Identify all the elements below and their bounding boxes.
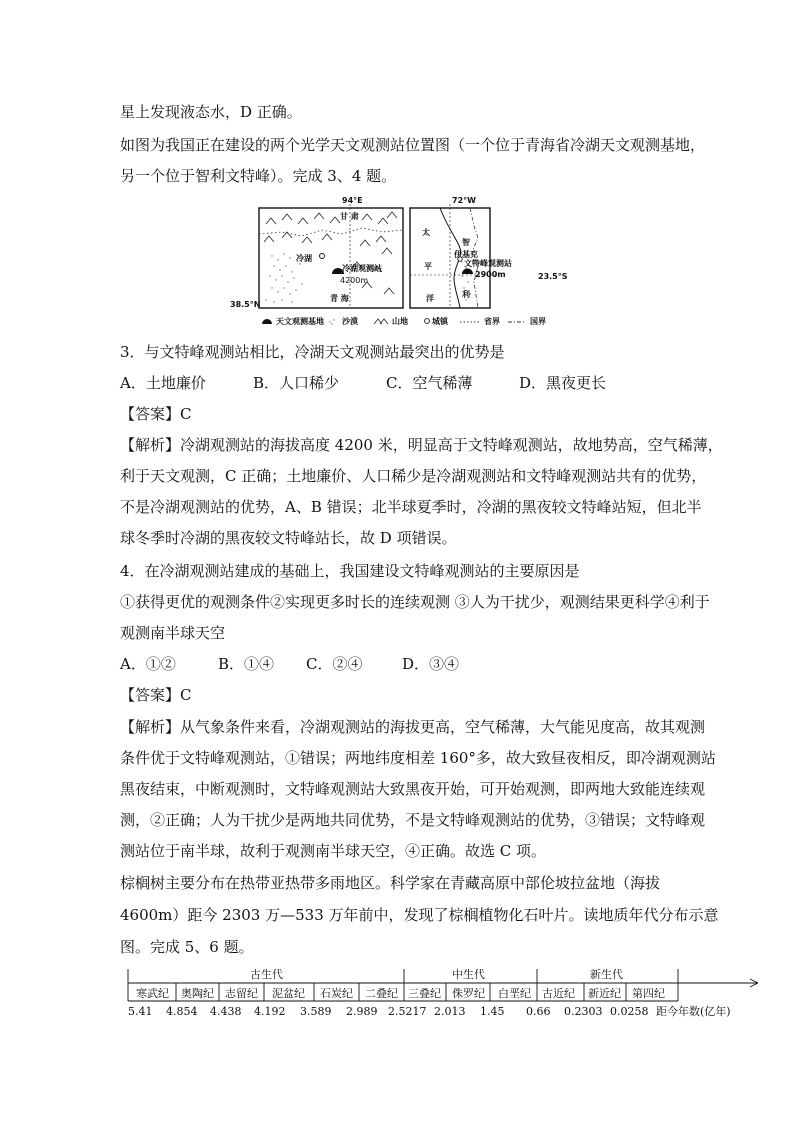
tick-3-589: 3.589 — [300, 1005, 332, 1018]
paragraph-5-line-3: 图。完成 5、6 题。 — [120, 938, 254, 956]
period-permian: 二叠纪 — [365, 987, 398, 1000]
answer-3: 【答案】C — [120, 405, 192, 423]
timeline-unit-label: 距今年数(亿年) — [656, 1005, 731, 1018]
map-label-qinghai: 青 海 — [330, 294, 349, 303]
map-graphics — [222, 196, 574, 330]
period-carboniferous: 石炭纪 — [320, 987, 353, 1000]
period-quaternary: 第四纪 — [632, 987, 665, 1000]
q4-option-c: C．②④ — [306, 655, 363, 673]
explanation-4-line-3: 黑夜结束，中断观测时，文特峰观测站大致黑夜开始，可开始观测，即两地大致能连续观 — [120, 780, 706, 798]
question-3: 3．与文特峰观测站相比，冷湖天文观测站最突出的优势是 — [120, 343, 505, 361]
explanation-3-line-3: 不是冷湖观测站的优势，A、B 错误；北半球夏季时，冷湖的黑夜较文特峰站短，但北半 — [120, 498, 702, 516]
tick-5-41: 5.41 — [128, 1005, 153, 1018]
question-3-options — [120, 373, 606, 393]
geologic-timeline — [118, 965, 758, 1025]
map-label-gansu: 甘 肃 — [340, 212, 359, 221]
text-line-1: 星上发现液态水，D 正确。 — [120, 103, 302, 121]
text-line-2: 如图为我国正在建设的两个光学天文观测站位置图（一个位于青海省冷湖天文观测基地， — [120, 136, 706, 154]
explanation-4-line-5: 测站位于南半球，故利于观测南半球天空，④正确。故选 C 项。 — [120, 842, 547, 860]
explanation-3-line-4: 球冬季时冷湖的黑夜较文特峰站长，故 D 项错误。 — [120, 529, 457, 547]
legend-town: 城镇 — [432, 317, 448, 326]
q4-option-a: A．①② — [120, 655, 176, 673]
map-label-elev-2900: 2900m — [475, 270, 506, 279]
explanation-3-line-2: 利于天文观测，C 正确；土地廉价、人口稀少是冷湖观测站和文特峰观测站共有的优势， — [120, 467, 707, 485]
legend-desert: 沙漠 — [342, 317, 358, 326]
period-triassic: 三叠纪 — [408, 987, 441, 1000]
map-figure — [222, 196, 574, 330]
q4-option-d: D．③④ — [402, 655, 460, 673]
era-mesozoic: 中生代 — [452, 968, 485, 981]
question-4-options — [120, 654, 459, 674]
map-lon-72w: 72°W — [452, 196, 476, 205]
period-cretaceous: 白垩纪 — [498, 987, 531, 1000]
legend-observatory: 天文观测基地 — [276, 317, 324, 326]
period-devonian: 泥盆纪 — [272, 987, 305, 1000]
answer-4: 【答案】C — [120, 686, 192, 704]
tick-1-45: 1.45 — [480, 1005, 505, 1018]
period-neogene: 新近纪 — [588, 987, 621, 1000]
map-lat-38n: 38.5°N — [230, 300, 261, 309]
explanation-4-line-4: 测，②正确；人为干扰少是两地共同优势，不是文特峰观测站的优势，③错误；文特峰观 — [120, 811, 706, 829]
tick-0-0258: 0.0258 — [610, 1005, 649, 1018]
map-label-li: 利 — [462, 290, 470, 299]
map-label-tai: 太 — [422, 228, 430, 237]
question-4: 4．在冷湖观测站建成的基础上，我国建设文特峰观测站的主要原因是 — [120, 562, 580, 580]
explanation-4-line-1: 【解析】从气象条件来看，冷湖观测站的海拔更高，空气稀薄，大气能见度高，故其观测 — [120, 718, 706, 736]
tick-0-66: 0.66 — [526, 1005, 551, 1018]
tick-2-013: 2.013 — [434, 1005, 466, 1018]
tick-2-989: 2.989 — [346, 1005, 378, 1018]
period-silurian: 志留纪 — [225, 987, 258, 1000]
period-jurassic: 侏罗纪 — [452, 987, 485, 1000]
q3-option-c: C．空气稀薄 — [386, 374, 473, 392]
period-paleogene: 古近纪 — [542, 987, 575, 1000]
question-4-statements-line-2: 观测南半球天空 — [120, 624, 226, 642]
paragraph-5-line-1: 棕榈树主要分布在热带亚热带多雨地区。科学家在青藏高原中部伦坡拉盆地（海拔 — [120, 874, 661, 892]
tick-4-854: 4.854 — [166, 1005, 198, 1018]
map-label-lenghu: 冷湖 — [296, 254, 312, 263]
tick-0-2303: 0.2303 — [564, 1005, 603, 1018]
q3-option-d: D．黑夜更长 — [519, 374, 607, 392]
legend-province-boundary: 省界 — [484, 317, 500, 326]
period-cambrian: 寒武纪 — [136, 987, 169, 1000]
map-label-elev-4200: 4200m — [340, 276, 369, 285]
era-paleozoic: 古生代 — [250, 968, 283, 981]
map-label-yang: 洋 — [426, 294, 434, 303]
tick-4-192: 4.192 — [254, 1005, 286, 1018]
legend-mountain: 山地 — [392, 317, 408, 326]
map-label-zhi: 智 — [462, 238, 470, 247]
map-label-lenghu-station: 冷湖观测站 — [342, 264, 382, 273]
map-label-yijike: 伊基克 — [454, 250, 478, 259]
era-cenozoic: 新生代 — [590, 968, 623, 981]
tick-2-5217: 2.5217 — [388, 1005, 427, 1018]
text-line-3: 另一个位于智利文特峰）。完成 3、4 题。 — [120, 167, 397, 185]
q4-option-b: B．①④ — [218, 655, 275, 673]
question-4-statements-line-1: ①获得更优的观测条件②实现更多时长的连续观测 ③人为干扰少，观测结果更科学④利于 — [120, 593, 710, 611]
period-ordovician: 奥陶纪 — [181, 987, 214, 1000]
map-lat-23s: 23.5°S — [538, 272, 568, 281]
tick-4-438: 4.438 — [210, 1005, 242, 1018]
q3-option-a: A．土地廉价 — [120, 374, 206, 392]
map-label-ping: 平 — [424, 262, 432, 271]
legend-country-boundary: 国界 — [530, 317, 546, 326]
map-lon-94e: 94°E — [342, 196, 363, 205]
q3-option-b: B．人口稀少 — [253, 374, 340, 392]
explanation-3-line-1: 【解析】冷湖观测站的海拔高度 4200 米，明显高于文特峰观测站，故地势高，空气稀薄， — [120, 436, 723, 454]
map-label-wentefeng-station: 文特峰观测站 — [464, 259, 512, 268]
explanation-4-line-2: 条件优于文特峰观测站，①错误；两地纬度相差 160°多，故大致昼夜相反，即冷湖观测站 — [120, 749, 716, 767]
paragraph-5-line-2: 4600m）距今 2303 万—533 万年前中，发现了棕榈植物化石叶片。读地质年代分布示意 — [120, 906, 719, 924]
